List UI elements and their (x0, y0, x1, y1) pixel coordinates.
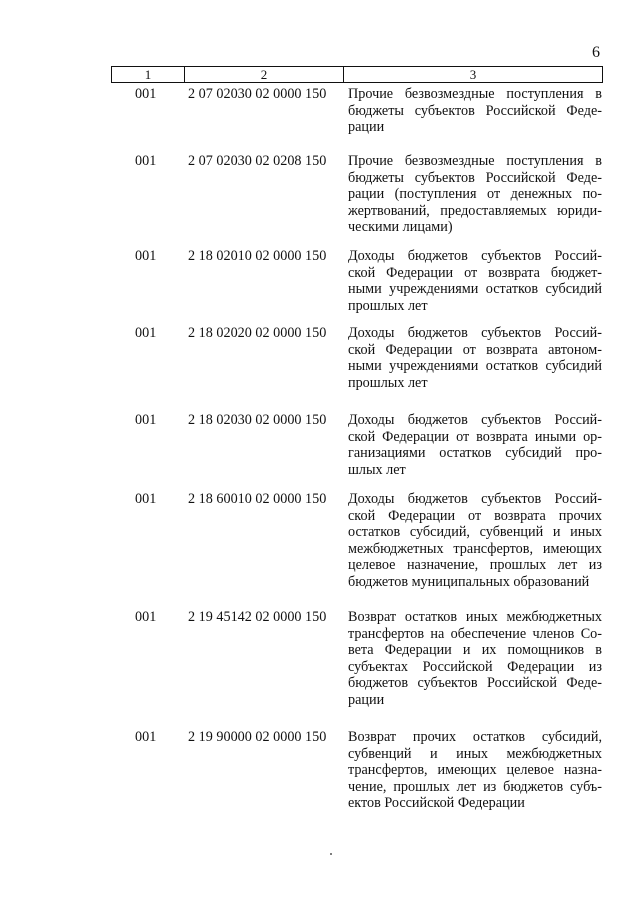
admin-code: 001 (135, 729, 157, 745)
admin-code: 001 (135, 153, 157, 169)
description-line: ческими лицами) (348, 219, 453, 236)
budget-classification-code: 2 18 60010 02 0000 150 (188, 491, 327, 507)
income-description (348, 412, 602, 478)
admin-code: 001 (135, 609, 157, 625)
admin-code: 001 (135, 86, 157, 102)
budget-classification-code: 2 19 90000 02 0000 150 (188, 729, 327, 745)
budget-classification-code: 2 07 02030 02 0208 150 (188, 153, 327, 169)
description-line: шлых лет (348, 461, 406, 478)
income-description (348, 86, 602, 136)
description-line: ской Федерации от возврата автоном- (348, 341, 602, 358)
description-line: ными учреждениями остатков субсидий (348, 281, 602, 298)
header-col-1: 1 (112, 67, 185, 82)
description-line: трансфертов на обеспечение членов Со- (348, 625, 602, 642)
description-line: ской Федерации от возврата иными ор- (348, 428, 602, 445)
description-line: субвенций и иных межбюджетных (348, 745, 602, 762)
description-line: Доходы бюджетов субъектов Россий- (348, 248, 602, 264)
income-description (348, 609, 602, 709)
income-description (348, 325, 602, 391)
description-line: целевое назначение, прошлых лет из (348, 557, 602, 574)
budget-classification-code: 2 18 02030 02 0000 150 (188, 412, 327, 428)
admin-code: 001 (135, 491, 157, 507)
income-description (348, 153, 602, 236)
description-line: Доходы бюджетов субъектов Россий- (348, 412, 602, 428)
description-line: прошлых лет (348, 297, 428, 314)
header-col-3: 3 (469, 67, 477, 82)
description-line: субъектах Российской Федерации из (348, 658, 602, 675)
budget-classification-code: 2 19 45142 02 0000 150 (188, 609, 327, 625)
description-line: Прочие безвозмездные поступления в (348, 86, 602, 102)
description-line: ными учреждениями остатков субсидий (348, 358, 602, 375)
description-line: бюджетов субъектов Российской Феде- (348, 675, 602, 692)
admin-code: 001 (135, 325, 157, 341)
description-line: рации (поступления от денежных по- (348, 186, 602, 203)
description-line: рации (348, 119, 385, 136)
description-line: прошлых лет (348, 374, 428, 391)
description-line: остатков субсидий, субвенций и иных (348, 524, 602, 541)
description-line: бюджеты субъектов Российской Феде- (348, 102, 602, 119)
description-line: бюджетов муниципальных образований (348, 573, 590, 590)
description-line: межбюджетных трансфертов, имеющих (348, 540, 602, 557)
description-line: ской Федерации от возврата бюджет- (348, 264, 602, 281)
description-line: Возврат остатков иных межбюджетных (348, 609, 602, 625)
admin-code: 001 (135, 248, 157, 264)
budget-classification-code: 2 07 02030 02 0000 150 (188, 86, 327, 102)
description-line: трансфертов, имеющих целевое назна- (348, 762, 602, 779)
header-col-2: 2 (185, 67, 344, 82)
admin-code: 001 (135, 412, 157, 428)
page-dot (330, 853, 332, 855)
description-line: ской Федерации от возврата прочих (348, 507, 602, 524)
description-line: Доходы бюджетов субъектов Россий- (348, 325, 602, 341)
description-line: ганизациями остатков субсидий про- (348, 445, 602, 462)
description-line: жертвований, предоставляемых юриди- (348, 202, 602, 219)
table-header (111, 66, 603, 83)
description-line: Возврат прочих остатков субсидий, (348, 729, 602, 745)
description-line: рации (348, 691, 385, 708)
description-line: ектов Российской Федерации (348, 795, 525, 812)
budget-classification-code: 2 18 02020 02 0000 150 (188, 325, 327, 341)
income-description (348, 248, 602, 314)
description-line: Доходы бюджетов субъектов Россий- (348, 491, 602, 507)
page-number: 6 (592, 44, 600, 61)
income-description (348, 729, 602, 812)
description-line: бюджеты субъектов Российской Феде- (348, 169, 602, 186)
income-description (348, 491, 602, 591)
description-line: чение, прошлых лет из бюджетов субъ- (348, 778, 602, 795)
description-line: Прочие безвозмездные поступления в (348, 153, 602, 169)
description-line: вета Федерации и их помощников в (348, 642, 602, 659)
budget-classification-code: 2 18 02010 02 0000 150 (188, 248, 327, 264)
